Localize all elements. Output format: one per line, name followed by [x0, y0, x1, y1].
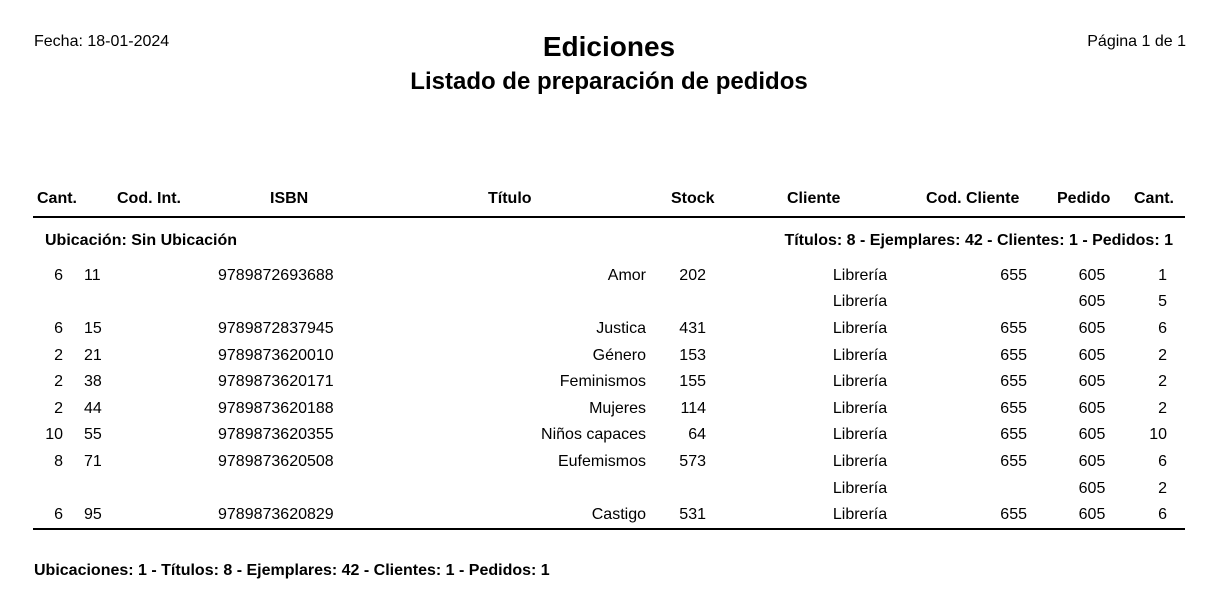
- cell-cant-2: 2: [1158, 373, 1167, 390]
- cell-pedido: 605: [1078, 320, 1106, 337]
- cell-cant: 10: [45, 426, 63, 443]
- cell-pedido: 605: [1078, 400, 1106, 417]
- table-row: [0, 320, 1208, 346]
- cell-cant: 2: [54, 373, 63, 390]
- col-header-cod-int: Cod. Int.: [117, 190, 181, 207]
- report-date: Fecha: 18-01-2024: [34, 33, 170, 50]
- table-row: [0, 373, 1208, 399]
- col-header-pedido: Pedido: [1057, 190, 1111, 207]
- page-number: Página 1 de 1: [1087, 33, 1186, 50]
- cell-cliente: Librería: [832, 347, 888, 364]
- cell-stock: 153: [679, 347, 706, 364]
- cell-isbn: 9789872837945: [218, 320, 334, 337]
- cell-cod-int: 95: [84, 506, 102, 523]
- cell-cliente: Librería: [832, 426, 888, 443]
- table-row: [0, 293, 1208, 319]
- cell-cant: 6: [54, 506, 63, 523]
- table-row: [0, 400, 1208, 426]
- cell-cant-2: 6: [1158, 453, 1167, 470]
- report-subtitle: Listado de preparación de pedidos: [410, 68, 808, 95]
- cell-cant-2: 2: [1158, 400, 1167, 417]
- header-rule: [33, 216, 1185, 218]
- cell-cod-cliente: 655: [1000, 373, 1027, 390]
- cell-cliente: Librería: [832, 320, 888, 337]
- table-row: [0, 426, 1208, 452]
- cell-cod-cliente: 655: [1000, 347, 1027, 364]
- cell-cant-2: 2: [1158, 480, 1167, 497]
- cell-titulo: Feminismos: [559, 373, 646, 390]
- cell-pedido: 605: [1078, 373, 1106, 390]
- cell-cliente: Librería: [832, 373, 888, 390]
- cell-isbn: 9789873620010: [218, 347, 334, 364]
- cell-cod-cliente: 655: [1000, 400, 1027, 417]
- cell-isbn: 9789873620829: [218, 506, 334, 523]
- table-row: [0, 347, 1208, 373]
- cell-stock: 573: [679, 453, 706, 470]
- cell-isbn: 9789872693688: [218, 267, 334, 284]
- cell-cod-cliente: 655: [1000, 426, 1027, 443]
- cell-cod-cliente: 655: [1000, 506, 1027, 523]
- cell-stock: 202: [679, 267, 706, 284]
- cell-pedido: 605: [1078, 293, 1106, 310]
- cell-pedido: 605: [1078, 267, 1106, 284]
- cell-cant: 6: [54, 320, 63, 337]
- table-row: [0, 267, 1208, 293]
- cell-cant: 2: [54, 400, 63, 417]
- cell-titulo: Justica: [596, 320, 646, 337]
- table-row: [0, 453, 1208, 479]
- col-header-titulo: Título: [488, 190, 532, 207]
- cell-cliente: Librería: [832, 293, 888, 310]
- cell-cod-int: 71: [84, 453, 102, 470]
- cell-cant: 2: [54, 347, 63, 364]
- col-header-stock: Stock: [671, 190, 715, 207]
- cell-cant: 8: [54, 453, 63, 470]
- cell-cod-int: 21: [84, 347, 102, 364]
- cell-isbn: 9789873620508: [218, 453, 334, 470]
- cell-stock: 431: [679, 320, 706, 337]
- cell-cant-2: 1: [1158, 267, 1167, 284]
- cell-titulo: Castigo: [591, 506, 646, 523]
- cell-stock: 114: [680, 400, 706, 417]
- cell-cliente: Librería: [832, 453, 888, 470]
- cell-isbn: 9789873620171: [218, 373, 334, 390]
- cell-cliente: Librería: [832, 480, 888, 497]
- footer-rule: [33, 528, 1185, 530]
- cell-pedido: 605: [1078, 506, 1106, 523]
- cell-cod-int: 44: [84, 400, 102, 417]
- cell-cant-2: 5: [1158, 293, 1167, 310]
- cell-cod-int: 15: [84, 320, 102, 337]
- cell-stock: 155: [679, 373, 706, 390]
- cell-titulo: Niños capaces: [541, 426, 646, 443]
- col-header-cant-2: Cant.: [1134, 190, 1174, 207]
- cell-pedido: 605: [1078, 480, 1106, 497]
- cell-pedido: 605: [1078, 347, 1106, 364]
- cell-cant-2: 2: [1158, 347, 1167, 364]
- cell-cliente: Librería: [832, 506, 888, 523]
- cell-stock: 64: [688, 426, 706, 443]
- col-header-isbn: ISBN: [270, 190, 309, 207]
- table-row: [0, 480, 1208, 506]
- cell-cod-cliente: 655: [1000, 453, 1027, 470]
- cell-pedido: 605: [1078, 426, 1106, 443]
- cell-cod-int: 55: [84, 426, 102, 443]
- cell-titulo: Eufemismos: [557, 453, 646, 470]
- cell-pedido: 605: [1078, 453, 1106, 470]
- group-location-label: Ubicación: Sin Ubicación: [45, 232, 238, 249]
- cell-cod-cliente: 655: [1000, 320, 1027, 337]
- cell-titulo: Mujeres: [589, 400, 646, 417]
- col-header-cod-cliente: Cod. Cliente: [926, 190, 1020, 207]
- report-title: Ediciones: [542, 31, 676, 62]
- cell-cant: 6: [54, 267, 63, 284]
- cell-titulo: Amor: [607, 267, 646, 284]
- group-stats: Títulos: 8 - Ejemplares: 42 - Clientes: 1 - Pedidos: 1: [784, 232, 1173, 249]
- cell-cod-int: 11: [84, 267, 101, 284]
- cell-isbn: 9789873620355: [218, 426, 334, 443]
- cell-titulo: Género: [592, 347, 646, 364]
- cell-cant-2: 6: [1158, 320, 1167, 337]
- col-header-cliente: Cliente: [787, 190, 841, 207]
- cell-stock: 531: [679, 506, 706, 523]
- col-header-cant: Cant.: [37, 190, 77, 207]
- report-summary: Ubicaciones: 1 - Títulos: 8 - Ejemplares: 42 - Clientes: 1 - Pedidos: 1: [34, 562, 550, 579]
- cell-cliente: Librería: [832, 267, 888, 284]
- cell-cod-int: 38: [84, 373, 102, 390]
- cell-cant-2: 10: [1149, 426, 1167, 443]
- cell-cant-2: 6: [1158, 506, 1167, 523]
- cell-isbn: 9789873620188: [218, 400, 334, 417]
- cell-cod-cliente: 655: [1000, 267, 1027, 284]
- cell-cliente: Librería: [832, 400, 888, 417]
